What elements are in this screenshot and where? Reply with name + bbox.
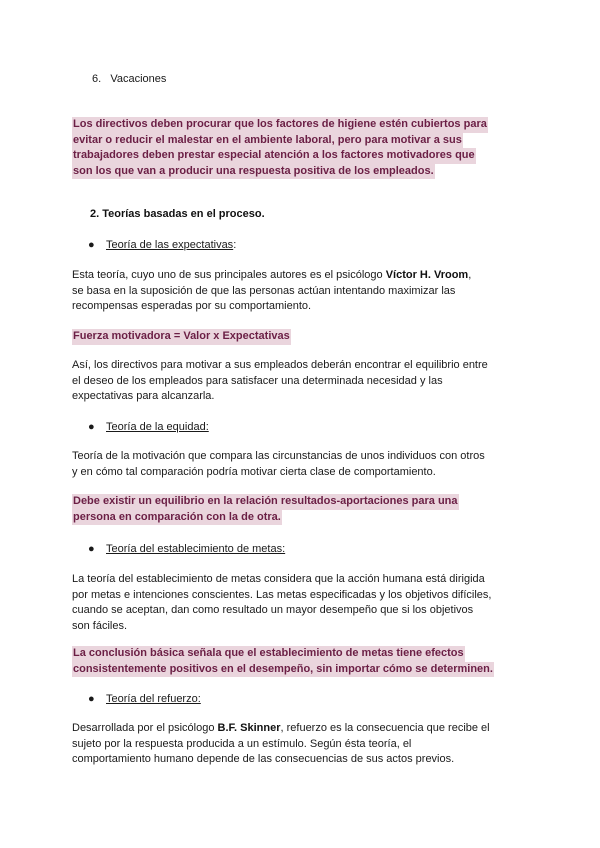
list-item-number: 6. [92, 73, 102, 85]
highlight-line: trabajadores deben prestar especial atención a los factores motivadores que [72, 148, 476, 164]
paragraph-line: por metas e intenciones conscientes. Las metas especificadas y los objetivos difíciles, [72, 588, 492, 601]
bullet-icon: ● [88, 543, 95, 555]
formula-text: Fuerza motivadora = Valor x Expectativas [72, 329, 291, 345]
paragraph-line: Teoría de la motivación que compara las circunstancias de unos individuos con otros [72, 450, 485, 462]
bullet-suffix: : [233, 239, 237, 251]
highlight-line: La conclusión básica señala que el establecimiento de metas tiene efectos [72, 646, 465, 662]
bullet-equidad [88, 420, 209, 435]
highlight-paragraph-conclusion [72, 646, 528, 677]
bullet-label: Teoría del refuerzo: [106, 693, 201, 705]
bullet-icon: ● [88, 421, 95, 433]
highlight-line: consistentemente positivos en el desempeño, sin importar cómo se determinen. [72, 662, 494, 678]
paragraph-line: comportamiento humano depende de las consecuencias de sus actos previos. [72, 753, 455, 765]
bullet-icon: ● [88, 693, 95, 705]
bullet-label: Teoría de la equidad: [106, 421, 209, 433]
paragraph-equidad [72, 449, 528, 480]
highlight-paragraph-equilibrio [72, 494, 528, 525]
highlight-line: persona en comparación con la de otra. [72, 510, 282, 526]
highlight-formula [72, 329, 528, 345]
bullet-label: Teoría de las expectativas [106, 239, 234, 251]
bullet-icon: ● [88, 239, 95, 251]
text-span: Desarrollada por el psicólogo [72, 722, 218, 734]
paragraph-line: La teoría del establecimiento de metas considera que la acción humana está dirigida [72, 573, 485, 585]
paragraph-skinner [72, 721, 528, 768]
paragraph-line: se basa en la suposición de que las personas actúan intentando maximizar las [72, 284, 456, 297]
paragraph-line: son fáciles. [72, 619, 128, 632]
paragraph-line: expectativas para alcanzarla. [72, 390, 215, 402]
author-name: B.F. Skinner [217, 722, 281, 734]
paragraph-line: sujeto por la respuesta producida a un estímulo. Según ésta teoría, el [72, 737, 412, 750]
paragraph-line: recompensas esperadas por su comportamiento. [72, 300, 312, 312]
paragraph-metas [72, 572, 528, 634]
paragraph-line: y en cómo tal comparación podría motivar cierta clase de comportamiento. [72, 465, 436, 478]
highlight-paragraph-higiene [72, 117, 528, 179]
highlight-line: Debe existir un equilibrio en la relación resultados-aportaciones para una [72, 494, 459, 510]
bullet-expectativas [88, 238, 236, 253]
text-span: , refuerzo es la consecuencia que recibe el [280, 722, 490, 734]
bullet-metas [88, 542, 285, 557]
section-heading: 2. Teorías basadas en el proceso. [90, 208, 265, 220]
text-span: Esta teoría, cuyo uno de sus principales autores es el psicólogo [72, 269, 386, 281]
paragraph-line: cuando se aceptan, dan como resultado un mayor desempeño que si los objetivos [72, 604, 474, 616]
paragraph-line: Así, los directivos para motivar a sus empleados deberán encontrar el equilibrio entre [72, 359, 488, 371]
text-span: , [468, 269, 472, 281]
list-item-text: Vacaciones [110, 73, 167, 85]
highlight-line: evitar o reducir el malestar en el ambiente laboral, pero para motivar a sus [72, 133, 463, 149]
author-name: Víctor H. Vroom [385, 269, 469, 281]
paragraph-line: el deseo de los empleados para satisfacer una determinada necesidad y las [72, 374, 443, 387]
paragraph-vroom [72, 268, 528, 315]
paragraph-equilibrio [72, 358, 528, 405]
highlight-line: Los directivos deben procurar que los factores de higiene estén cubiertos para [72, 117, 488, 133]
list-item-vacaciones [92, 72, 392, 88]
highlight-line: son los que van a producir una respuesta positiva de los empleados. [72, 164, 435, 180]
bullet-refuerzo [88, 692, 201, 707]
bullet-label: Teoría del establecimiento de metas: [106, 543, 286, 555]
